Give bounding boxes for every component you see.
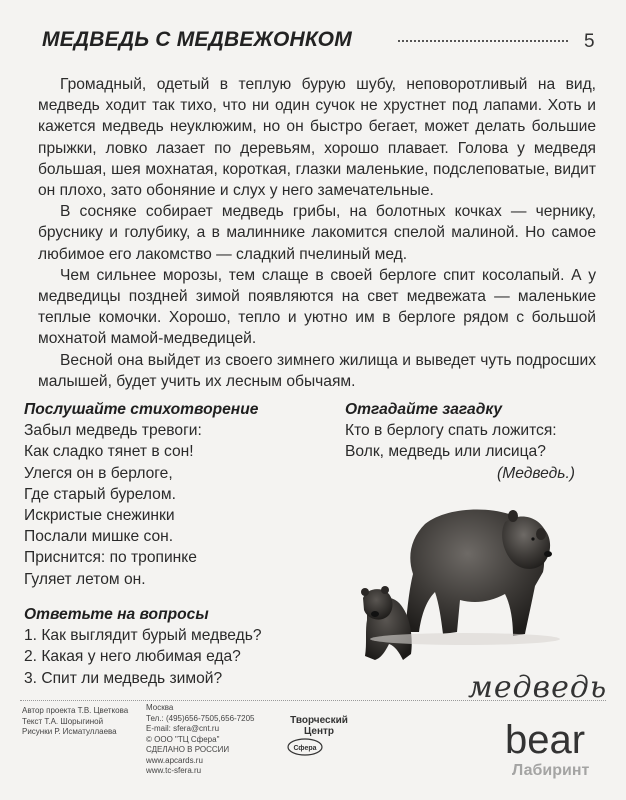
contact-line: Москва bbox=[146, 703, 174, 712]
publisher-name: Творческий Центр bbox=[290, 715, 348, 737]
credit-line: Рисунки Р. Исматуллаева bbox=[22, 727, 117, 736]
poem-line: Искристые снежинки bbox=[24, 507, 175, 525]
mother-bear-icon bbox=[405, 510, 552, 637]
contact-line: Тел.: (495)656-7505,656-7205 bbox=[146, 713, 255, 723]
question-item: 2. Какая у него любимая еда? bbox=[24, 648, 241, 666]
article-text bbox=[38, 74, 596, 392]
riddle-answer: (Медведь.) bbox=[497, 464, 575, 482]
question-item: 3. Спит ли медведь зимой? bbox=[24, 669, 223, 687]
poem-line: Приснится: по тропинке bbox=[24, 549, 197, 567]
riddle-line: Волк, медведь или лисица? bbox=[345, 443, 546, 461]
publisher-logo-text: Сфера bbox=[293, 745, 317, 752]
publisher-logo-icon bbox=[287, 738, 323, 756]
article-paragraph: В сосняке собирает медведь грибы, на болотных кочках — чернику, бруснику и голубику, а в малиннике лакомится спелой малиной. Но самое любимое его лакомство — сладкий пчелиный мед. bbox=[38, 203, 596, 263]
vocab-russian: медведь bbox=[468, 670, 608, 705]
riddle-heading: Отгадайте загадку bbox=[345, 401, 503, 418]
credit-line: Текст Т.А. Шорыгиной bbox=[22, 716, 104, 726]
vocab-english: bear bbox=[505, 718, 586, 762]
article-paragraph: Громадный, одетый в теплую бурую шубу, неповоротливый на вид, медведь ходит так тихо, что ни один сучок не хрустнет под лапами. Хоть и кажется медведь неуклюжим, но он быстро бегает, может делать большие прыжки, ловко лазает по деревьям, хорошо плавает. Голова у медведя большая, шея мохнатая, короткая, глазки маленькие, подслеповатые, видит он плохо, зато обоняние и слух у него замечательные. bbox=[38, 76, 596, 200]
article-paragraph: Чем сильнее морозы, тем слаще в своей берлоге спит косолапый. А у медведицы поздней зимой появляются на свет медвежата — маленькие теплые комочки. Хорошо, тепло и уютно им в берлоге рядом с большой мохнатой мамой-медведицей. bbox=[38, 266, 596, 348]
bear-illustration bbox=[355, 494, 565, 674]
contact-line: © ООО "ТЦ Сфера" bbox=[146, 734, 220, 744]
questions-heading: Ответьте на вопросы bbox=[24, 606, 209, 623]
bear-cub-icon bbox=[361, 586, 412, 660]
page-title: МЕДВЕДЬ С МЕДВЕЖОНКОМ bbox=[42, 28, 352, 51]
credit-line: Автор проекта Т.В. Цветкова bbox=[22, 706, 129, 715]
contact-line: СДЕЛАНО В РОССИИ bbox=[146, 745, 230, 754]
footer-contacts bbox=[146, 703, 254, 777]
watermark: Лабиринт bbox=[512, 762, 590, 779]
contact-line: E-mail: sfera@cnt.ru bbox=[146, 724, 220, 733]
contact-line: www.tc-sfera.ru bbox=[146, 766, 202, 775]
question-item: 1. Как выглядит бурый медведь? bbox=[24, 627, 262, 645]
poem-section bbox=[24, 399, 324, 590]
contact-line: www.apcards.ru bbox=[146, 755, 203, 765]
article-paragraph: Весной она выйдет из своего зимнего жилища и выведет чуть подросших малышей, будет учить их лесным обычаям. bbox=[38, 351, 596, 390]
poem-line: Забыл медведь тревоги: bbox=[24, 422, 202, 440]
poem-line: Улегся он в берлоге, bbox=[24, 464, 173, 482]
page-number: 5 bbox=[584, 31, 595, 52]
poem-line: Послали мишке сон. bbox=[24, 528, 174, 546]
poem-line: Где старый бурелом. bbox=[24, 485, 176, 503]
riddle-section bbox=[345, 399, 595, 484]
poem-heading: Послушайте стихотворение bbox=[24, 401, 259, 418]
title-divider bbox=[398, 40, 568, 42]
questions-section bbox=[24, 604, 344, 689]
poem-line: Гуляет летом он. bbox=[24, 570, 146, 588]
poem-line: Как сладко тянет в сон! bbox=[24, 443, 194, 461]
footer-credits bbox=[22, 706, 128, 738]
riddle-line: Кто в берлогу спать ложится: bbox=[345, 422, 557, 440]
